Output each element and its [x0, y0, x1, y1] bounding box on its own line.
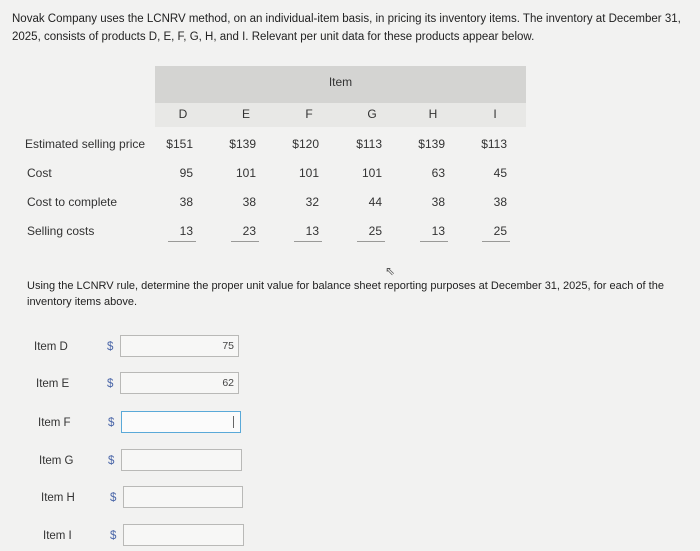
table-cell: $139	[229, 137, 256, 151]
table-cell: $151	[166, 137, 193, 151]
total-underline	[294, 241, 322, 242]
column-header-d: D	[178, 107, 188, 121]
answer-label-item-f: Item F	[38, 417, 71, 429]
item-group-label: Item	[328, 75, 353, 89]
table-cell: $120	[292, 137, 319, 151]
table-cell: 25	[368, 224, 382, 238]
column-header-e: E	[241, 107, 250, 121]
column-header-h: H	[428, 107, 438, 121]
mouse-cursor-icon: ⇖	[385, 264, 396, 278]
column-header-i: I	[493, 107, 497, 121]
table-cell: 101	[235, 166, 256, 180]
currency-symbol: $	[108, 417, 115, 429]
table-cell: 38	[179, 195, 193, 209]
table-cell: 13	[431, 224, 445, 238]
table-cell: 63	[431, 166, 445, 180]
table-cell: 38	[431, 195, 445, 209]
item-i-value-input[interactable]	[123, 524, 244, 546]
total-underline	[420, 241, 448, 242]
currency-symbol: $	[110, 530, 117, 542]
table-cell: 45	[493, 166, 507, 180]
item-d-value-input[interactable]	[120, 335, 239, 357]
table-cell: $139	[418, 137, 445, 151]
row-label-selling-costs: Selling costs	[27, 224, 95, 238]
table-cell: 38	[242, 195, 256, 209]
total-underline	[357, 241, 385, 242]
row-label-selling-price: Estimated selling price	[25, 137, 146, 151]
column-header-f: F	[305, 107, 313, 121]
answer-label-item-h: Item H	[41, 492, 75, 504]
instructions: Using the LCNRV rule, determine the proper unit value for balance sheet reporting purposes at December 31, 2025, for each of the inventory items above.	[27, 280, 664, 308]
table-cell: 13	[179, 224, 193, 238]
answer-label-item-i: Item I	[43, 530, 72, 542]
table-cell: 95	[179, 166, 193, 180]
table-cell: 101	[361, 166, 382, 180]
item-group-header	[155, 66, 526, 103]
table-cell: $113	[356, 137, 382, 151]
total-underline	[482, 241, 510, 242]
row-label-cost-to-complete: Cost to complete	[27, 195, 118, 209]
currency-symbol: $	[107, 378, 114, 390]
currency-symbol: $	[110, 492, 117, 504]
table-cell: 13	[305, 224, 319, 238]
table-cell: 25	[493, 224, 507, 238]
total-underline	[231, 241, 259, 242]
currency-symbol: $	[108, 455, 115, 467]
item-f-value-input[interactable]	[121, 411, 241, 433]
table-cell: 32	[305, 195, 319, 209]
item-g-value-input[interactable]	[121, 449, 242, 471]
item-e-value-input[interactable]	[120, 372, 239, 394]
problem-statement: Novak Company uses the LCNRV method, on an individual-item basis, in pricing its inventory items. The inventory at December 31, 2025, consists of products D, E, F, G, H, and I. Relevant per unit data for these products appear below.	[12, 13, 681, 43]
table-cell: 23	[242, 224, 256, 238]
column-header-g: G	[367, 107, 377, 121]
table-cell: 101	[298, 166, 319, 180]
item-h-value-input[interactable]	[123, 486, 243, 508]
answer-label-item-e: Item E	[36, 378, 70, 390]
answer-label-item-g: Item G	[39, 455, 74, 467]
total-underline	[168, 241, 196, 242]
table-cell: 44	[368, 195, 382, 209]
row-label-cost: Cost	[27, 166, 52, 180]
text-cursor	[233, 416, 234, 428]
answer-label-item-d: Item D	[34, 341, 68, 353]
table-cell: 38	[493, 195, 507, 209]
currency-symbol: $	[107, 341, 114, 353]
table-cell: $113	[481, 137, 507, 151]
